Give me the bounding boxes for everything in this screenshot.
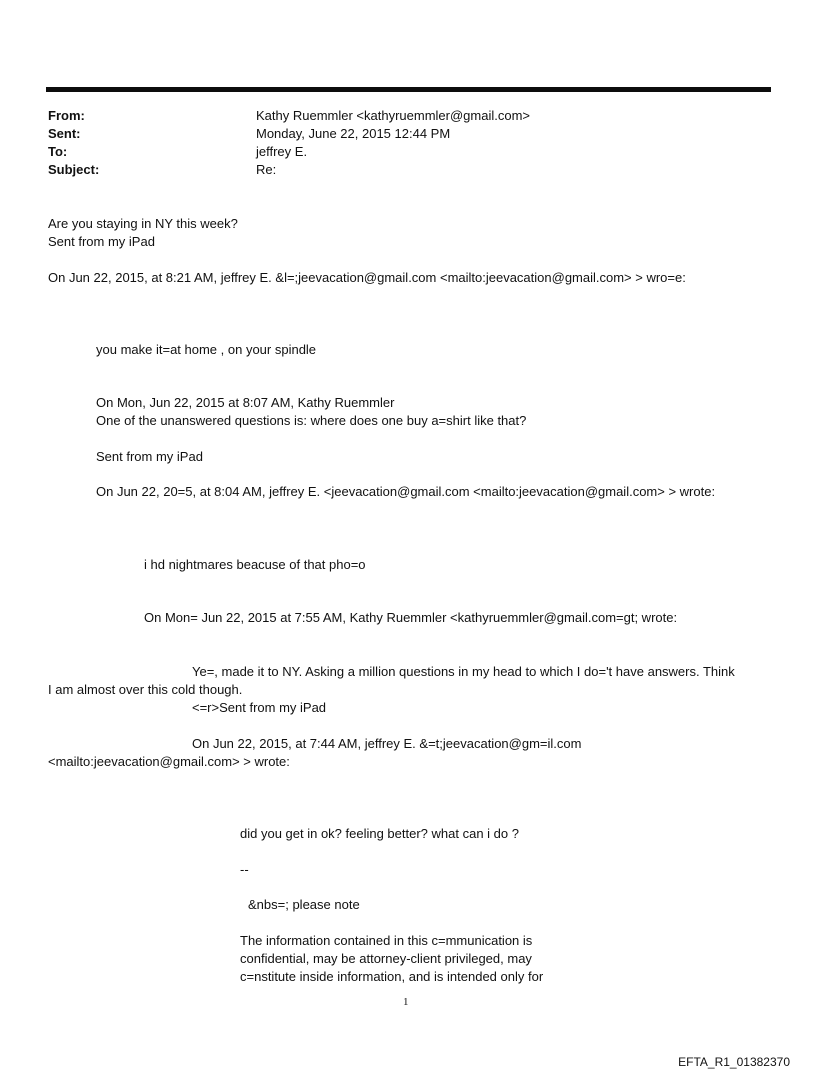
quoted-line: confidential, may be attorney-client privileged, may <box>240 951 532 966</box>
from-value: Kathy Ruemmler <kathyruemmler@gmail.com> <box>256 108 531 123</box>
quoted-line: -- <box>240 862 249 877</box>
quoted-line: Ye=, made it to NY. Asking a million questions in my head to which I do='t have answers. Think <box>192 664 735 679</box>
sent-label: Sent: <box>48 126 81 141</box>
to-value: jeffrey E. <box>256 144 308 159</box>
quoted-line: On Jun 22, 2015, at 7:44 AM, jeffrey E. &=t;jeevacation@gm=il.com <box>192 736 582 751</box>
quoted-line: i hd nightmares beacuse of that pho=o <box>144 557 366 572</box>
quoted-line: On Mon= Jun 22, 2015 at 7:55 AM, Kathy Ruemmler <kathyruemmler@gmail.com=gt; wrote: <box>144 610 678 625</box>
quoted-line: One of the unanswered questions is: where does one buy a=shirt like that? <box>96 413 527 428</box>
quoted-line: you make it=at home , on your spindle <box>96 342 317 357</box>
quoted-line: <mailto:jeevacation@gmail.com> > wrote: <box>48 754 290 769</box>
quoted-line: On Mon, Jun 22, 2015 at 8:07 AM, Kathy Ruemmler <box>96 395 395 410</box>
sent-value: Monday, June 22, 2015 12:44 PM <box>256 126 451 141</box>
to-label: To: <box>48 144 68 159</box>
document-id: EFTA_R1_01382370 <box>678 1055 790 1069</box>
quoted-line: <=r>Sent from my iPad <box>192 700 327 715</box>
page-number: 1 <box>403 996 409 1008</box>
quoted-line: The information contained in this c=mmunication is <box>240 933 533 948</box>
quoted-line: Sent from my iPad <box>96 449 203 464</box>
quoted-line: On Jun 22, 20=5, at 8:04 AM, jeffrey E. <jeevacation@gmail.com <mailto:jeevacation@gmail.com> > wrote: <box>96 484 716 499</box>
body-line: Sent from my iPad <box>48 234 155 249</box>
subject-label: Subject: <box>48 162 100 177</box>
from-label: From: <box>48 108 85 123</box>
quoted-line: &nbs=; please note <box>248 897 360 912</box>
quoted-line: c=nstitute inside information, and is intended only for <box>240 969 544 984</box>
header-rule <box>46 87 771 92</box>
body-line: Are you staying in NY this week? <box>48 216 238 231</box>
quoted-line: I am almost over this cold though. <box>48 682 243 697</box>
subject-value: Re: <box>256 162 277 177</box>
body-line: On Jun 22, 2015, at 8:21 AM, jeffrey E. &l=;jeevacation@gmail.com <mailto:jeevacation@gmail.com> > wro=e: <box>48 270 686 285</box>
quoted-line: did you get in ok? feeling better? what can i do ? <box>240 826 519 841</box>
